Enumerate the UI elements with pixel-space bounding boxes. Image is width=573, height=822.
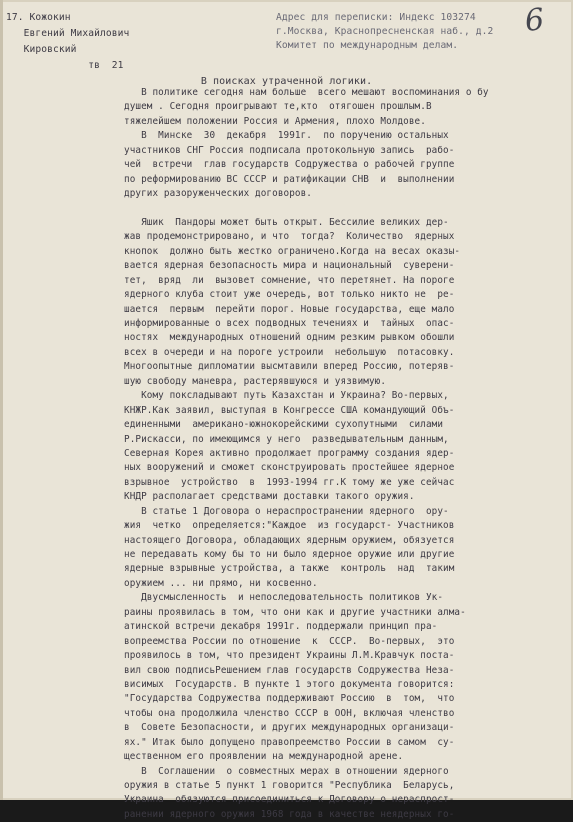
page-edge bbox=[0, 0, 3, 800]
body-line: Многоопытные дипломатии высмтавили вперед Россию, потеряв- bbox=[124, 361, 455, 373]
body-line: ных вооружений и сможет сконструировать простейшее ядерное bbox=[124, 462, 455, 474]
body-line: информированные о всех подводных течениях и тайных опас- bbox=[124, 318, 455, 329]
body-line: В Минске 30 декабря 1991г. по поручению остальных bbox=[124, 130, 449, 142]
body-line: шую свободу маневра, растерявшуюся и уязвимую. bbox=[124, 375, 387, 387]
body-line: тяжелейшем положении Россия и Армения, плохо Молдове. bbox=[124, 115, 426, 127]
body-line: Украина обязуются присоединиться к Договору о нераспрост- bbox=[124, 794, 455, 806]
body-line: В Соглашении о совместных мерах в отношении ядерного bbox=[124, 765, 449, 777]
body-line: щественном его проявлении на международной арене. bbox=[124, 751, 404, 763]
body-line: оружия в статье 5 пункт 1 говорится "Республика Беларусь, bbox=[124, 780, 455, 791]
author-line: 17. Кожокин bbox=[6, 12, 71, 23]
body-line: вается ядерная безопасность мира и национальный суверени- bbox=[124, 260, 455, 272]
body-line: кнопок должно быть жестко ограничено.Когда на весах оказы- bbox=[124, 245, 461, 257]
body-line: Кому поксладывают путь Казахстан и Украина? Во-первых, bbox=[124, 390, 449, 402]
body-line: КНДР располагает средствами доставки такого оружия. bbox=[124, 491, 415, 503]
body-line: настоящего Договора, обладающих ядерным оружием, обязуется bbox=[124, 534, 455, 546]
body-line: атинской встречи декабря 1991г. поддержали принцип пра- bbox=[124, 621, 438, 633]
body-line: ядерные взрывные устройства, а также контроль над таким bbox=[124, 563, 455, 575]
body-line: шается первым перейти порог. Новые государства, еще мало bbox=[124, 303, 455, 315]
handwritten-page-number: 6 bbox=[523, 2, 546, 39]
body-line: Яшик Пандоры может быть открыт. Бессилие великих дер- bbox=[124, 216, 449, 228]
body-line: ядерного клуба стоит уже очередь, вот только никто не ре- bbox=[124, 289, 455, 301]
body-line: единенными американо-южнокорейскими сухопутными силами bbox=[124, 419, 444, 431]
body-line: других разоруженческих договоров. bbox=[124, 188, 313, 200]
body-line: проявилось в том, что президент Украины Л.М.Кравчук поста- bbox=[124, 650, 455, 662]
body-line: оружием ... ни прямо, ни косвенно. bbox=[124, 577, 318, 589]
body-line: тет, вряд ли вызовет сомнение, что перетянет. На пороге bbox=[124, 274, 455, 286]
body-line: вил свою подписьРешением глав государств Содружества Неза- bbox=[124, 664, 455, 676]
body-line: жав продемонстрировано, и что тогда? Количество ядерных bbox=[124, 231, 455, 243]
author-block bbox=[6, 10, 246, 74]
body-line: "Государства Содружества поддерживают Россию в том, что bbox=[124, 693, 455, 705]
author-line: тв 21 bbox=[6, 60, 124, 71]
body-line: чей встречи глав государств Содружества о рабочей группе bbox=[124, 159, 455, 171]
body-line bbox=[124, 202, 564, 216]
body-line: взрывное устройство в 1993-1994 гг.К тому же уже сейчас bbox=[124, 476, 455, 488]
body-line: не передавать кому бы то ни было ядерное оружие или другие bbox=[124, 549, 455, 560]
address-block bbox=[276, 11, 556, 53]
body-line: висимых Государств. В пункте 1 этого документа говорится: bbox=[124, 678, 455, 690]
body-line: чтобы она продолжила членство СССР в ООН, включая членство bbox=[124, 707, 455, 719]
body-line: В статье 1 Договора о нераспространении ядерного ору- bbox=[124, 505, 449, 517]
document-title: В поисках утраченной логики. bbox=[200, 76, 373, 87]
body-line: жия четко определяется:"Каждое из государст- Участников bbox=[124, 520, 455, 532]
body-line: вопреемства России по отношение к СССР. Во-первых, это bbox=[124, 635, 455, 647]
body-line: по реформированию ВС СССР и ратификации СНВ и выполнении bbox=[124, 173, 455, 185]
body-line: участников СНГ Россия подписала протокольную запись рабо- bbox=[124, 144, 455, 156]
author-line: Кировский bbox=[6, 44, 77, 55]
body-line: раины проявилась в том, что они как и другие участники алма- bbox=[124, 606, 466, 618]
body-line: душем . Сегодня проигрывают те,кто отягошен прошлым.В bbox=[124, 101, 432, 113]
body-line: ях." Итак было допущено правопреемство России в самом су- bbox=[124, 736, 455, 748]
body-line: Двусмысленность и непоследовательность политиков Ук- bbox=[124, 592, 444, 604]
address-line: г.Москва, Краснопресненская наб., д.2 bbox=[276, 26, 494, 37]
author-line: Евгений Михайлович bbox=[6, 28, 130, 39]
body-line: КНЖР.Как заявил, выступая в Конгрессе США командующий Объ- bbox=[124, 404, 455, 416]
body-line: всех в очереди и на пороге устроили небольшую потасовку. bbox=[124, 346, 455, 358]
address-line: Комитет по международным делам. bbox=[276, 40, 459, 51]
body-line: Северная Корея активно продолжает программу создания ядер- bbox=[124, 447, 455, 459]
document-body bbox=[124, 86, 564, 822]
address-line: Адрес для переписки: Индекс 103274 bbox=[276, 12, 476, 23]
body-line: в Совете Безопасности, и других международных организаци- bbox=[124, 722, 455, 734]
body-line: Р.Рискасси, по имеющимся у него разведывательным данным, bbox=[124, 433, 449, 445]
body-line: ранении ядерного оружия 1968 года в качестве неядерных го- bbox=[124, 808, 455, 820]
body-line: В политике сегодня нам больше всего мешают воспоминания о бу bbox=[124, 87, 489, 98]
body-line: ностях международных отношений одним резким рывком обошли bbox=[124, 332, 455, 344]
